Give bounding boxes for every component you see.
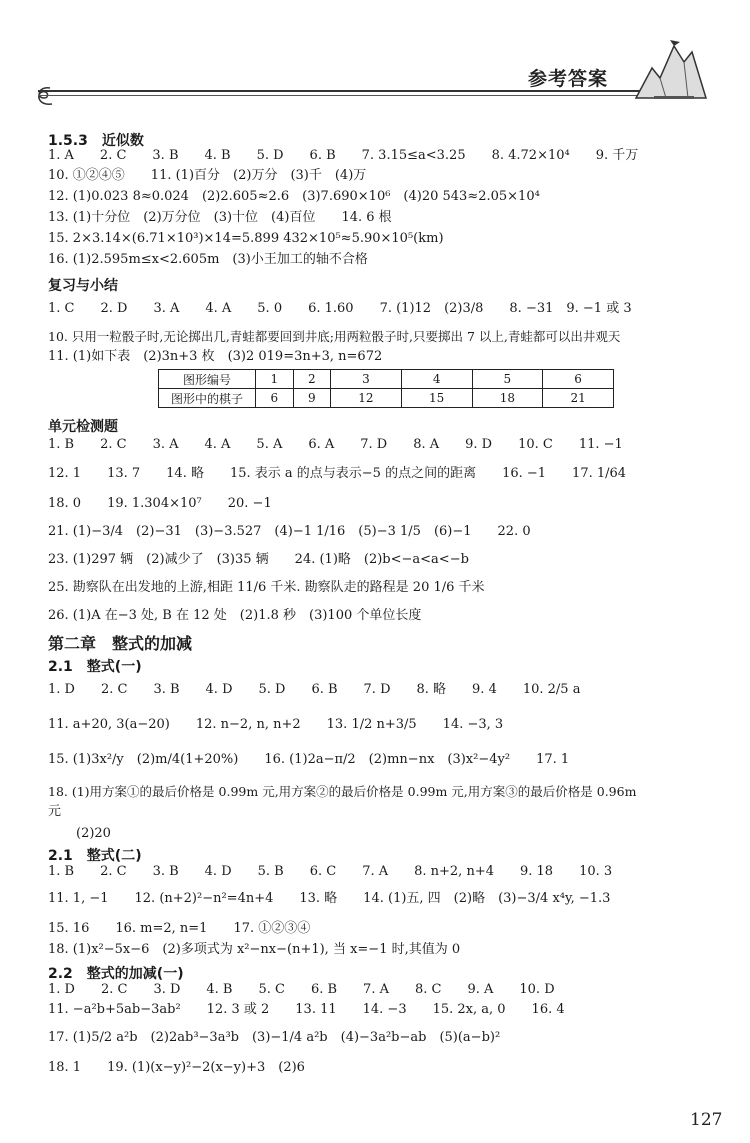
answer-line: 26. (1)A 在−3 处, B 在 12 处 (2)1.8 秒 (3)100 个单位长度 (48, 608, 422, 623)
answer-line: 15. 2×3.14×(6.71×10³)×14=5.899 432×10⁵≈5.90×10⁵(km) (48, 231, 444, 246)
answer-line: 11. −a²b+5ab−3ab² 12. 3 或 2 13. 11 14. −3 15. 2x, a, 0 16. 4 (48, 1002, 565, 1017)
answer-line: 21. (1)−3/4 (2)−31 (3)−3.527 (4)−1 1/16 (5)−3 1/5 (6)−1 22. 0 (48, 524, 531, 539)
table-row (159, 370, 614, 389)
section-title-2-2-a: 2.2 整式的加减(一) (48, 966, 184, 982)
table-cell: 图形编号 (159, 370, 256, 389)
table-cell: 2 (293, 370, 331, 389)
section-title-1-5-3: 1.5.3 近似数 (48, 133, 144, 149)
answer-line: 11. (1)如下表 (2)3n+3 枚 (3)2 019=3n+3, n=672 (48, 349, 383, 364)
answer-line: 13. (1)十分位 (2)万分位 (3)十位 (4)百位 14. 6 根 (48, 210, 392, 225)
answer-line: 25. 勘察队在出发地的上游,相距 11/6 千米. 勘察队走的路程是 20 1/6 千米 (48, 580, 485, 595)
answer-line: 18. (1)x²−5x−6 (2)多项式为 x²−nx−(n+1), 当 x=−1 时,其值为 0 (48, 942, 461, 957)
answer-line: 1. D 2. C 3. D 4. B 5. C 6. B 7. A 8. C 9. A 10. D (48, 982, 555, 997)
header-rule-thin (38, 95, 688, 96)
table-cell: 15 (401, 389, 472, 408)
table-cell: 6 (256, 389, 294, 408)
header-swirl-icon (30, 84, 56, 110)
answer-line: 18. 1 19. (1)(x−y)²−2(x−y)+3 (2)6 (48, 1060, 305, 1075)
answer-line: 15. 16 16. m=2, n=1 17. ①②③④ (48, 921, 311, 936)
table-cell: 4 (401, 370, 472, 389)
answer-line: 1. B 2. C 3. A 4. A 5. A 6. A 7. D 8. A 9. D 10. C 11. −1 (48, 437, 623, 452)
table-cell: 5 (472, 370, 543, 389)
table-cell: 21 (543, 389, 614, 408)
answer-line: 12. (1)0.023 8≈0.024 (2)2.605≈2.6 (3)7.690×10⁶ (4)20 543≈2.05×10⁴ (48, 189, 540, 204)
answer-line: 11. 1, −1 12. (n+2)²−n²=4n+4 13. 略 14. (1)五, 四 (2)略 (3)−3/4 x⁴y, −1.3 (48, 891, 611, 906)
table-cell: 图形中的棋子 (159, 389, 256, 408)
section-title-review: 复习与小结 (48, 278, 118, 294)
answer-line: 16. (1)2.595m≤x<2.605m (3)小王加工的轴不合格 (48, 252, 368, 267)
table-row (159, 389, 614, 408)
answer-line: 18. (1)用方案①的最后价格是 0.99m 元,用方案②的最后价格是 0.99m 元,用方案③的最后价格是 0.96m (48, 784, 637, 799)
answer-line: 元 (48, 804, 62, 819)
table-cell: 3 (331, 370, 402, 389)
answer-line: (2)20 (76, 826, 111, 841)
table-cell: 18 (472, 389, 543, 408)
table-cell: 9 (293, 389, 331, 408)
table-cell: 1 (256, 370, 294, 389)
answer-line: 10. 只用一粒骰子时,无论掷出几,青蛙都要回到井底;用两粒骰子时,只要掷出 7 以上,青蛙都可以出井观天 (48, 329, 621, 344)
answer-line: 1. A 2. C 3. B 4. B 5. D 6. B 7. 3.15≤a<3.25 8. 4.72×10⁴ 9. 千万 (48, 148, 639, 163)
table-cell: 12 (331, 389, 402, 408)
answer-line: 15. (1)3x²/y (2)m/4(1+20%) 16. (1)2a−π/2 (2)mn−nx (3)x²−4y² 17. 1 (48, 752, 570, 767)
pieces-table (158, 369, 614, 408)
answer-line: 18. 0 19. 1.304×10⁷ 20. −1 (48, 496, 272, 511)
answer-line: 23. (1)297 辆 (2)减少了 (3)35 辆 24. (1)略 (2)b<−a<a<−b (48, 552, 469, 567)
climbing-arrow-figure-icon (630, 38, 710, 104)
answer-line: 1. B 2. C 3. B 4. D 5. B 6. C 7. A 8. n+2, n+4 9. 18 10. 3 (48, 864, 613, 879)
answer-line: 1. D 2. C 3. B 4. D 5. D 6. B 7. D 8. 略 9. 4 10. 2/5 a (48, 682, 581, 697)
header-title: 参考答案 (528, 68, 609, 90)
answer-line: 10. ①②④⑤ 11. (1)百分 (2)万分 (3)千 (4)万 (48, 168, 367, 183)
table-cell: 6 (543, 370, 614, 389)
answer-line: 12. 1 13. 7 14. 略 15. 表示 a 的点与表示−5 的点之间的距离 16. −1 17. 1/64 (48, 466, 627, 481)
answer-line: 11. a+20, 3(a−20) 12. n−2, n, n+2 13. 1/2 n+3/5 14. −3, 3 (48, 717, 504, 732)
section-title-unit-test: 单元检测题 (48, 419, 118, 435)
section-title-2-1-a: 2.1 整式(一) (48, 659, 142, 675)
page-number: 127 (690, 1110, 723, 1130)
section-title-2-1-b: 2.1 整式(二) (48, 848, 142, 864)
answer-line: 17. (1)5/2 a²b (2)2ab³−3a³b (3)−1/4 a²b (4)−3a²b−ab (5)(a−b)² (48, 1030, 501, 1045)
chapter-title: 第二章 整式的加减 (48, 634, 193, 653)
answer-line: 1. C 2. D 3. A 4. A 5. 0 6. 1.60 7. (1)12 (2)3/8 8. −31 9. −1 或 3 (48, 301, 632, 316)
